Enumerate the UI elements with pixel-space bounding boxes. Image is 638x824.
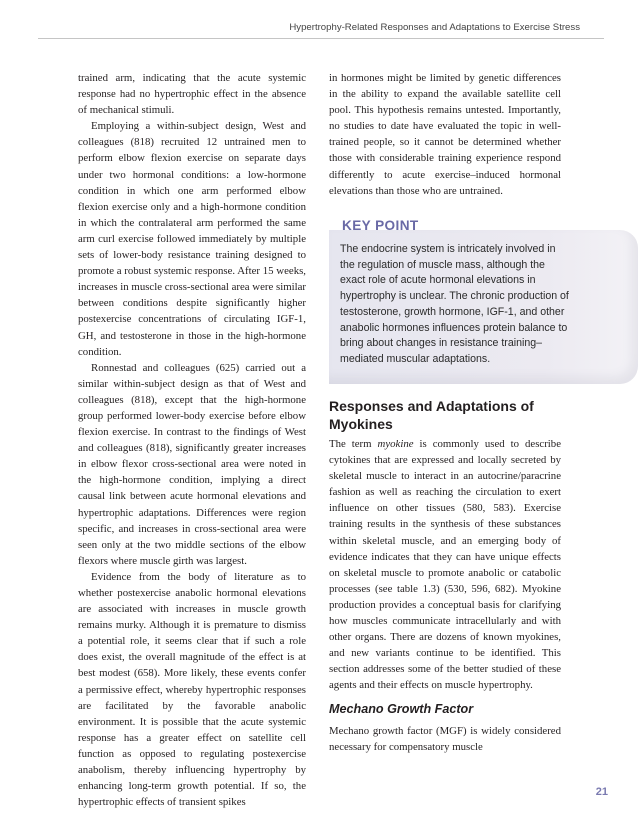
right-column-lower [329, 436, 561, 755]
right-column-upper [329, 70, 561, 199]
subsection-heading: Mechano Growth Factor [329, 701, 474, 716]
section-heading: Responses and Adaptations of Myokines [329, 398, 534, 432]
page-number: 21 [595, 786, 608, 798]
key-point-label: KEY POINT [342, 218, 419, 233]
left-column [78, 70, 306, 810]
paragraph: Mechano growth factor (MGF) is widely considered necessary for compensatory muscle [329, 724, 561, 753]
paragraph: in hormones might be limited by genetic differences in the ability to expand the available satellite cell pool. This hypothesis remains untested. Importantly, no studies to date have evaluated the topic in well-trained people, so it cannot be determined whether those with considerable training experience respond differently to acute exercise–induced hormonal elevations than those who are untrained. [329, 72, 561, 197]
italic-term: myokine [377, 438, 414, 450]
paragraph-lead: The term [329, 438, 378, 450]
header-rule [38, 38, 604, 39]
running-head: Hypertrophy-Related Responses and Adaptations to Exercise Stress [289, 22, 580, 33]
paragraph-body: is commonly used to describe cytokines that are expressed and locally secreted by skeletal muscle to interact in an autocrine/paracrine fashion as well as reaching the circulation to exert influence on other tissues (580, 583). Exercise training results in the synthesis of these substances within skeletal muscle, and an emerging body of evidence indicates that they can have unique effects on skeletal muscle to promote anabolic or catabolic processes (see table 1.3) (530, 596, 682). Myokine production provides a conceptual basis for clarifying how muscles communicate intracellularly and with other organs. There are dozens of known myokines, and new variants continue to be identified. This section addresses some of the better studied of these agents and their effects on muscle hypertrophy. [329, 438, 561, 692]
key-point-text: The endocrine system is intricately involved in the regulation of muscle mass, although the exact role of acute hormonal elevations in hypertrophy is unclear. The chronic production of testosterone, growth hormone, IGF-1, and other anabolic hormones influences protein balance to bring about changes in resistance training–mediated muscular adaptations. [340, 243, 569, 365]
paragraph: Ronnestad and colleagues (625) carried out a similar within-subject design as that of West and colleagues (818), except that the high-hormone group performed lower-body exercise before elbow flexion exercise. In contrast to the findings of West and colleagues (818), significantly greater increases in elbow flexor cross-sectional area were noted in the high-hormone condition, implying a direct causal link between acute hormonal elevations and hypertrophic adaptations. Differences were region specific, and increases in cross-sectional area were seen only at the two middle sections of the elbow flexors where muscle girth was largest. [78, 361, 306, 567]
paragraph: Evidence from the body of literature as to whether postexercise anabolic hormonal elevations are associated with increases in muscle growth remains murky. Although it is premature to dismiss a potential role, it seems clear that if such a role does exist, the overall magnitude of the effect is at best modest (658). More likely, these events confer a permissive effect, whereby hypertrophic responses are facilitated by the favorable anabolic environment. It is possible that the acute systemic response has a greater effect on satellite cell function as opposed to regulating postexercise anabolism, thereby influencing hypertrophy by enhancing long-term growth potential. If so, the hypertrophic effects of transient spikes [78, 570, 306, 809]
paragraph: trained arm, indicating that the acute systemic response had no hypertrophic effect in the absence of mechanical stimuli. [78, 72, 306, 117]
paragraph [329, 436, 561, 694]
paragraph: Employing a within-subject design, West and colleagues (818) recruited 12 untrained men to perform elbow flexion exercise on separate days under two hormonal conditions: a low-hormone condition in which one arm performed elbow flexion exercise only and a high-hormone condition in which the contralateral arm performed the same arm curl exercise followed immediately by multiple sets of lower-body resistance training designed to promote a robust systemic response. After 15 weeks, increases in muscle cross-sectional area were similar between conditions despite significantly higher postexercise concentrations of circulating IGF-1, GH, and testosterone in those in the high-hormone condition. [78, 120, 306, 358]
key-point-box [329, 218, 638, 384]
